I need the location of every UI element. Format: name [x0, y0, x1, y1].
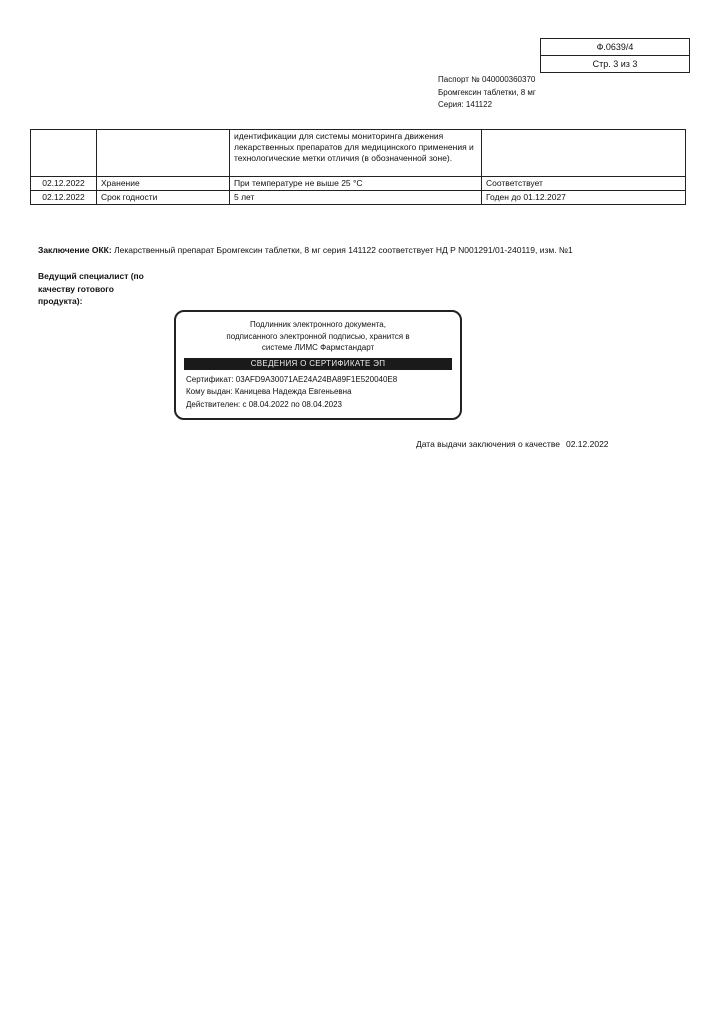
- passport-number: Паспорт № 040000360370: [438, 75, 536, 84]
- table-row: [31, 130, 686, 177]
- cell-result: Годен до 01.12.2027: [482, 191, 686, 205]
- series-number: Серия: 141122: [438, 100, 493, 109]
- cell-date: 02.12.2022: [31, 191, 97, 205]
- issue-date-line: [416, 439, 609, 449]
- cell-indicator: Срок годности: [97, 191, 230, 205]
- stamp-line-3: системе ЛИМС Фармстандарт: [261, 343, 375, 352]
- conclusion-text: Лекарственный препарат Бромгексин таблетки, 8 мг серия 141122 соответствует НД Р N001291/01-240119, изм. №1: [114, 245, 573, 255]
- cell-requirement: 5 лет: [230, 191, 482, 205]
- cell-requirement: идентификации для системы мониторинга движения лекарственных препаратов для медицинского применения и технологические метки отличия (в обозначенной зоне).: [230, 130, 482, 177]
- quality-table: [30, 129, 686, 205]
- form-code: Ф.0639/4: [596, 42, 634, 52]
- cell-date: 02.12.2022: [31, 177, 97, 191]
- form-code-box: [540, 38, 690, 73]
- cell-result: Соответствует: [482, 177, 686, 191]
- stamp-issued-to: Кому выдан: Каницева Надежда Евгеньевна: [186, 387, 352, 396]
- cell-requirement: При температуре не выше 25 °С: [230, 177, 482, 191]
- stamp-line-1: Подлинник электронного документа,: [250, 320, 386, 329]
- issue-date-value: 02.12.2022: [565, 439, 609, 449]
- conclusion-label: Заключение ОКК:: [38, 245, 112, 255]
- passport-header: [438, 74, 536, 112]
- cell-indicator: Хранение: [97, 177, 230, 191]
- table-row: [31, 177, 686, 191]
- stamp-certificate-bar: СВЕДЕНИЯ О СЕРТИФИКАТЕ ЭП: [184, 358, 452, 370]
- page-counter: Стр. 3 из 3: [541, 55, 689, 72]
- specialist-label: Ведущий специалист (по качеству готового продукта):: [38, 271, 144, 306]
- product-name: Бромгексин таблетки, 8 мг: [438, 87, 536, 97]
- stamp-validity: Действителен: с 08.04.2022 по 08.04.2023: [186, 399, 342, 409]
- cell-result: [482, 130, 686, 177]
- cell-date: [31, 130, 97, 177]
- table-row: [31, 191, 686, 205]
- issue-date-label: Дата выдачи заключения о качестве: [416, 439, 560, 449]
- e-signature-stamp: [174, 310, 462, 420]
- stamp-line-2: подписанного электронной подписью, хранится в: [226, 331, 410, 341]
- cell-indicator: [97, 130, 230, 177]
- stamp-certificate: Сертификат: 03AFD9A30071AE24A24BA89F1E520040E8: [186, 374, 398, 384]
- qc-conclusion: [38, 243, 598, 257]
